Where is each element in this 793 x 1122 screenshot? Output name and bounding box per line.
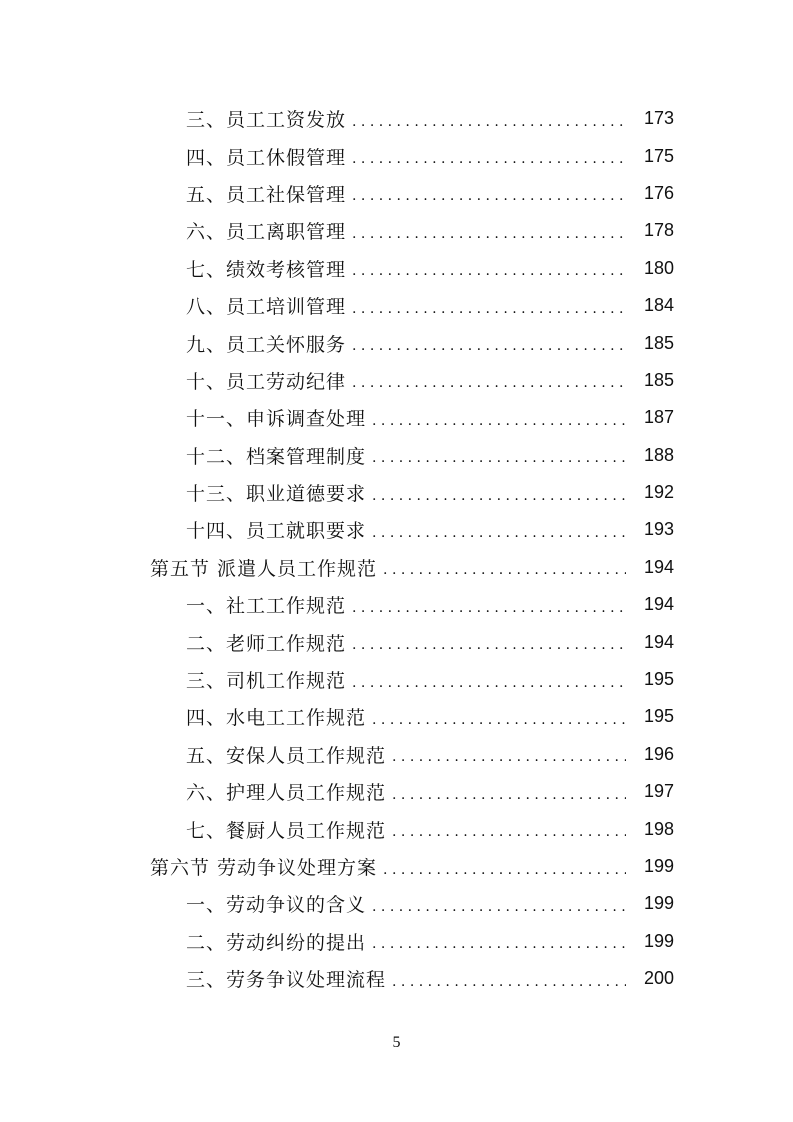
toc-entry-title: 第五节 派遣人员工作规范 [150, 557, 378, 580]
toc-entry[interactable] [0, 923, 793, 960]
toc-entry-page: 194 [643, 556, 674, 577]
toc-entry-title: 十一、申诉调查处理 [186, 408, 367, 431]
toc-entry-page: 198 [643, 818, 674, 839]
toc-leader-dots [392, 825, 626, 839]
toc-entry-page: 199 [643, 856, 674, 876]
table-of-contents [0, 100, 793, 997]
toc-entry[interactable] [0, 586, 793, 623]
toc-entry[interactable] [0, 960, 793, 997]
toc-leader-dots [392, 788, 626, 802]
toc-entry-title: 二、老师工作规范 [186, 632, 347, 655]
toc-entry-page: 173 [643, 108, 674, 129]
toc-leader-dots [372, 713, 626, 727]
toc-entry-page: 199 [643, 893, 674, 914]
toc-entry[interactable] [0, 250, 793, 287]
toc-entry[interactable] [0, 399, 793, 436]
toc-entry-title: 四、水电工工作规范 [186, 707, 367, 730]
toc-entry-title: 十、员工劳动纪律 [186, 370, 347, 393]
toc-leader-dots [383, 863, 626, 877]
toc-entry-page: 194 [643, 594, 674, 615]
toc-entry-title: 二、劳动纠纷的提出 [186, 931, 367, 954]
toc-leader-dots [352, 601, 626, 615]
toc-leader-dots [352, 115, 626, 129]
toc-leader-dots [352, 676, 626, 690]
toc-entry-title: 九、员工关怀服务 [186, 333, 347, 356]
toc-entry[interactable] [0, 137, 793, 174]
toc-entry[interactable] [0, 100, 793, 137]
toc-entry-title: 三、司机工作规范 [186, 670, 347, 693]
toc-entry-title: 一、劳动争议的含义 [186, 894, 367, 917]
toc-leader-dots [352, 227, 626, 241]
toc-entry-title: 五、员工社保管理 [186, 183, 347, 206]
toc-entry-title: 十二、档案管理制度 [186, 445, 367, 468]
toc-entry-page: 178 [643, 220, 674, 241]
toc-leader-dots [372, 451, 626, 465]
toc-entry-page: 185 [643, 332, 674, 353]
toc-entry-page: 184 [643, 295, 674, 316]
toc-entry[interactable] [0, 287, 793, 324]
toc-entry-title: 八、员工培训管理 [186, 296, 347, 319]
toc-leader-dots [392, 975, 626, 989]
toc-entry[interactable] [0, 810, 793, 847]
toc-entry-page: 185 [643, 369, 674, 390]
toc-entry-title: 十四、员工就职要求 [186, 520, 367, 543]
toc-leader-dots [372, 526, 626, 540]
toc-entry[interactable] [0, 661, 793, 698]
toc-leader-dots [392, 750, 626, 764]
toc-entry-title: 六、员工离职管理 [186, 221, 347, 244]
toc-leader-dots [352, 376, 626, 390]
toc-leader-dots [372, 414, 626, 428]
toc-entry-page: 175 [643, 145, 674, 166]
toc-entry[interactable] [0, 736, 793, 773]
toc-entry-title: 七、绩效考核管理 [186, 258, 347, 281]
toc-entry[interactable] [0, 511, 793, 548]
toc-leader-dots [352, 152, 626, 166]
toc-entry-page: 196 [643, 743, 674, 764]
toc-entry[interactable] [0, 698, 793, 735]
toc-entry-page: 188 [643, 444, 674, 465]
toc-entry-page: 195 [643, 706, 674, 727]
toc-leader-dots [372, 937, 626, 951]
toc-leader-dots [383, 563, 626, 577]
toc-entry[interactable] [0, 623, 793, 660]
toc-entry-page: 192 [643, 482, 674, 503]
toc-entry[interactable] [0, 773, 793, 810]
toc-entry-title: 三、员工工资发放 [186, 109, 347, 132]
toc-entry-page: 197 [643, 781, 674, 802]
toc-leader-dots [352, 189, 626, 203]
toc-entry-page: 200 [643, 968, 674, 989]
toc-entry-title: 六、护理人员工作规范 [186, 782, 387, 805]
toc-entry[interactable] [0, 437, 793, 474]
toc-entry-page: 193 [643, 519, 674, 540]
toc-leader-dots [352, 638, 626, 652]
toc-entry-page: 187 [643, 407, 674, 428]
toc-leader-dots [372, 900, 626, 914]
toc-entry[interactable] [0, 885, 793, 922]
toc-entry[interactable] [0, 212, 793, 249]
toc-entry[interactable] [0, 324, 793, 361]
toc-entry[interactable] [0, 474, 793, 511]
toc-entry[interactable] [0, 175, 793, 212]
toc-entry-title: 一、社工工作规范 [186, 595, 347, 618]
toc-entry-page: 176 [643, 182, 674, 203]
toc-entry-title: 四、员工休假管理 [186, 146, 347, 169]
toc-entry-title: 第六节 劳动争议处理方案 [150, 857, 378, 879]
toc-entry-page: 194 [643, 631, 674, 652]
toc-leader-dots [352, 302, 626, 316]
toc-entry-page: 199 [643, 930, 674, 951]
toc-entry-page: 180 [643, 257, 674, 278]
toc-leader-dots [352, 339, 626, 353]
toc-entry-title: 五、安保人员工作规范 [186, 744, 387, 767]
toc-leader-dots [352, 264, 626, 278]
toc-entry-page: 195 [643, 669, 674, 690]
toc-entry-title: 三、劳务争议处理流程 [186, 969, 387, 992]
toc-entry[interactable] [0, 362, 793, 399]
toc-section-entry[interactable] [0, 549, 793, 586]
toc-section-entry[interactable] [0, 848, 793, 885]
toc-entry-title: 七、餐厨人员工作规范 [186, 819, 387, 842]
toc-entry-title: 十三、职业道德要求 [186, 483, 367, 506]
toc-leader-dots [372, 489, 626, 503]
page-number: 5 [392, 1034, 401, 1051]
